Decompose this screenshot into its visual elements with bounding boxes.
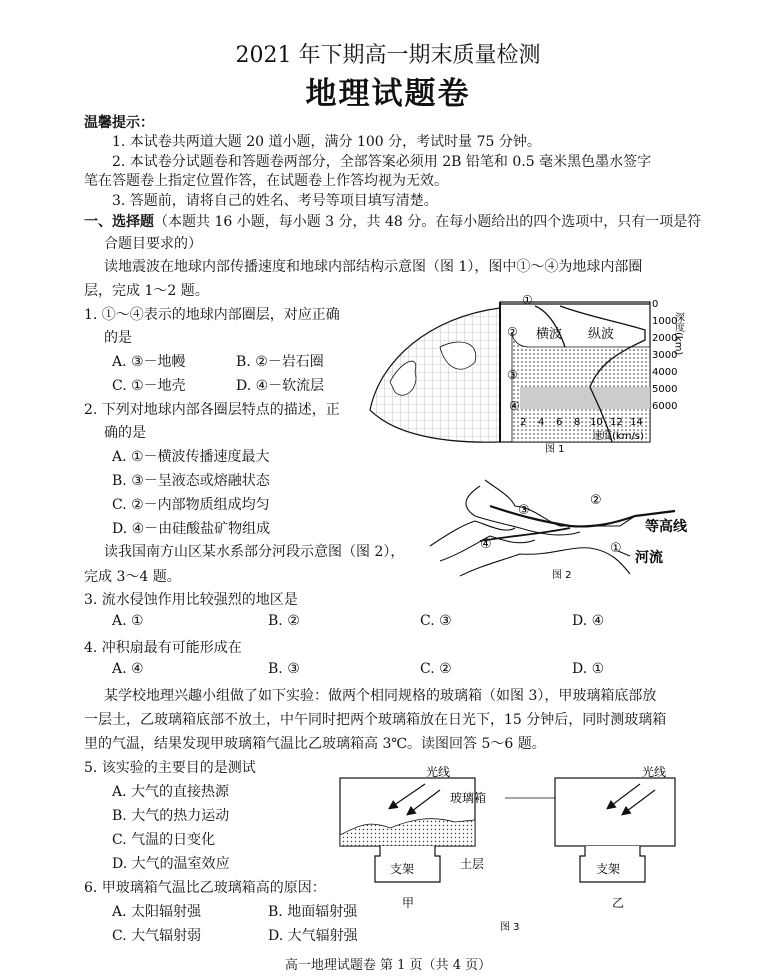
notice-item: 1. 本试卷共两道大题 20 道小题，满分 100 分，考试时量 75 分钟。 bbox=[112, 134, 541, 150]
contour-line bbox=[485, 480, 635, 526]
section-desc-2: 合题目要求的） bbox=[104, 236, 202, 252]
depth-axis-label: 深度(km) bbox=[672, 312, 684, 356]
q4-option-b[interactable]: B. ③ bbox=[268, 661, 300, 677]
intro2-line: 读我国南方山区某水系部分河段示意图（图 2）， bbox=[104, 544, 405, 560]
layer-label: ① bbox=[522, 293, 533, 307]
depth-tick: 4000 bbox=[652, 367, 678, 378]
intro1-line: 层，完成 1～2 题。 bbox=[84, 283, 209, 299]
figure-1-caption: 图 1 bbox=[545, 444, 565, 455]
layer-label: ② bbox=[507, 325, 518, 339]
q1-stem: 的是 bbox=[104, 330, 132, 346]
speed-tick: 12 bbox=[610, 417, 623, 428]
depth-tick: 0 bbox=[652, 299, 659, 310]
figure-3-caption: 图 3 bbox=[500, 922, 520, 933]
q6-option-a[interactable]: A. 太阳辐射强 bbox=[112, 904, 202, 920]
light-label: 光线 bbox=[426, 765, 451, 779]
region-label: ④ bbox=[480, 537, 492, 552]
intro3-line: 某学校地理兴趣小组做了如下实验：做两个相同规格的玻璃箱（如图 3），甲玻璃箱底部放 bbox=[104, 688, 657, 704]
q5-option-c[interactable]: C. 气温的日变化 bbox=[112, 832, 216, 848]
inner-core-layer bbox=[520, 387, 650, 409]
q1-option-c[interactable]: C. ①－地壳 bbox=[112, 378, 186, 394]
speed-tick: 10 bbox=[590, 417, 603, 428]
speed-tick: 14 bbox=[630, 417, 643, 428]
q4-option-d[interactable]: D. ① bbox=[572, 661, 605, 677]
q1-option-b[interactable]: B. ②－岩石圈 bbox=[236, 354, 324, 370]
speed-tick: 4 bbox=[538, 417, 545, 428]
figure-1 bbox=[360, 292, 690, 457]
intro1-line: 读地震波在地球内部传播速度和地球内部结构示意图（图 1），图中①～④为地球内部圈 bbox=[104, 259, 643, 275]
q1-option-a[interactable]: A. ③－地幔 bbox=[112, 354, 186, 370]
section-heading-line bbox=[84, 211, 701, 231]
intro2-line: 完成 3～4 题。 bbox=[84, 569, 181, 585]
q6-option-b[interactable]: B. 地面辐射强 bbox=[268, 904, 358, 920]
contour-line bbox=[430, 521, 515, 546]
q5-stem: 5. 该实验的主要目的是测试 bbox=[84, 760, 256, 776]
speed-axis-label: 速度(km/s) bbox=[592, 431, 644, 442]
q3-stem: 3. 流水侵蚀作用比较强烈的地区是 bbox=[84, 592, 298, 608]
stand-label: 支架 bbox=[390, 862, 415, 876]
notice-label: 温馨提示： bbox=[84, 115, 154, 131]
exam-title: 2021 年下期高一期末质量检测 bbox=[235, 43, 541, 68]
intro3-line: 里的气温，结果发现甲玻璃箱气温比乙玻璃箱高 3℃。读图回答 5～6 题。 bbox=[84, 736, 546, 752]
figure-2-caption: 图 2 bbox=[552, 570, 572, 581]
section-heading: 一、选择题 bbox=[84, 214, 154, 230]
q2-option-d[interactable]: D. ④－由硅酸盐矿物组成 bbox=[112, 521, 271, 537]
q3-option-c[interactable]: C. ③ bbox=[420, 613, 452, 629]
depth-tick: 6000 bbox=[652, 401, 678, 412]
q6-stem: 6. 甲玻璃箱气温比乙玻璃箱高的原因： bbox=[84, 880, 326, 896]
glass-box-b bbox=[555, 778, 675, 846]
stand-label: 支架 bbox=[596, 862, 621, 876]
q6-option-d[interactable]: D. 大气辐射强 bbox=[268, 928, 358, 944]
q4-option-a[interactable]: A. ④ bbox=[112, 661, 144, 677]
q3-option-b[interactable]: B. ② bbox=[268, 613, 300, 629]
speed-tick: 8 bbox=[574, 417, 581, 428]
q1-stem: 1. ①～④表示的地球内部圈层，对应正确 bbox=[84, 307, 340, 323]
q4-stem: 4. 冲积扇最有可能形成在 bbox=[84, 640, 242, 656]
q4-option-c[interactable]: C. ② bbox=[420, 661, 452, 677]
q2-stem: 2. 下列对地球内部各圈层特点的描述，正 bbox=[84, 402, 340, 418]
box-b-label: 乙 bbox=[612, 896, 625, 910]
region-label: ① bbox=[610, 541, 622, 556]
exam-subtitle: 地理试题卷 bbox=[305, 76, 471, 112]
layer-label: ④ bbox=[509, 399, 520, 413]
q5-option-b[interactable]: B. 大气的热力运动 bbox=[112, 808, 230, 824]
q2-option-c[interactable]: C. ②－内部物质组成均匀 bbox=[112, 497, 270, 513]
depth-tick: 2000 bbox=[652, 333, 678, 344]
notice-item: 3. 答题前，请将自己的姓名、考号等项目填写清楚。 bbox=[112, 193, 438, 209]
speed-tick: 6 bbox=[556, 417, 563, 428]
region-label: ③ bbox=[518, 503, 530, 518]
speed-tick: 2 bbox=[520, 417, 527, 428]
globe-shape bbox=[370, 308, 500, 442]
depth-tick: 5000 bbox=[652, 384, 678, 395]
river-label: 河流 bbox=[635, 550, 663, 566]
region-label: ② bbox=[590, 493, 602, 508]
figure-2 bbox=[420, 466, 710, 586]
q2-option-b[interactable]: B. ③－呈液态或熔融状态 bbox=[112, 473, 270, 489]
notice-item: 笔在答题卷上指定位置作答，在试题卷上作答均视为无效。 bbox=[84, 173, 448, 189]
q5-option-a[interactable]: A. 大气的直接热源 bbox=[112, 784, 230, 800]
light-label: 光线 bbox=[642, 765, 667, 779]
depth-tick: 3000 bbox=[652, 350, 678, 361]
box-a-label: 甲 bbox=[402, 896, 415, 910]
q2-option-a[interactable]: A. ①－横波传播速度最大 bbox=[112, 449, 270, 465]
page-footer: 高一地理试题卷 第 1 页（共 4 页） bbox=[284, 958, 492, 973]
q5-option-d[interactable]: D. 大气的温室效应 bbox=[112, 856, 230, 872]
figure-3 bbox=[330, 760, 690, 940]
section-desc: （本题共 16 小题，每小题 3 分，共 48 分。在每小题给出的四个选项中，只有一项是符 bbox=[154, 214, 702, 230]
intro3-line: 一层土，乙玻璃箱底部不放土，中午同时把两个玻璃箱放在日光下，15 分钟后，同时测玻璃箱 bbox=[84, 712, 667, 728]
glass-label: 玻璃箱 bbox=[450, 791, 487, 805]
contour-label: 等高线 bbox=[645, 519, 687, 535]
notice-item: 2. 本试卷分试题卷和答题卷两部分，全部答案必须用 2B 铅笔和 0.5 毫米黑色墨水签字 bbox=[112, 154, 652, 170]
soil-label: 土层 bbox=[460, 857, 485, 871]
q3-option-d[interactable]: D. ④ bbox=[572, 613, 605, 629]
layer-label: ③ bbox=[507, 368, 518, 382]
p-wave-label: 纵波 bbox=[588, 327, 615, 342]
q1-option-d[interactable]: D. ④－软流层 bbox=[236, 378, 325, 394]
q2-stem: 确的是 bbox=[104, 425, 146, 441]
s-wave-label: 横波 bbox=[536, 327, 563, 342]
q6-option-c[interactable]: C. 大气辐射弱 bbox=[112, 928, 202, 944]
q3-option-a[interactable]: A. ① bbox=[112, 613, 144, 629]
depth-tick: 1000 bbox=[652, 316, 678, 327]
